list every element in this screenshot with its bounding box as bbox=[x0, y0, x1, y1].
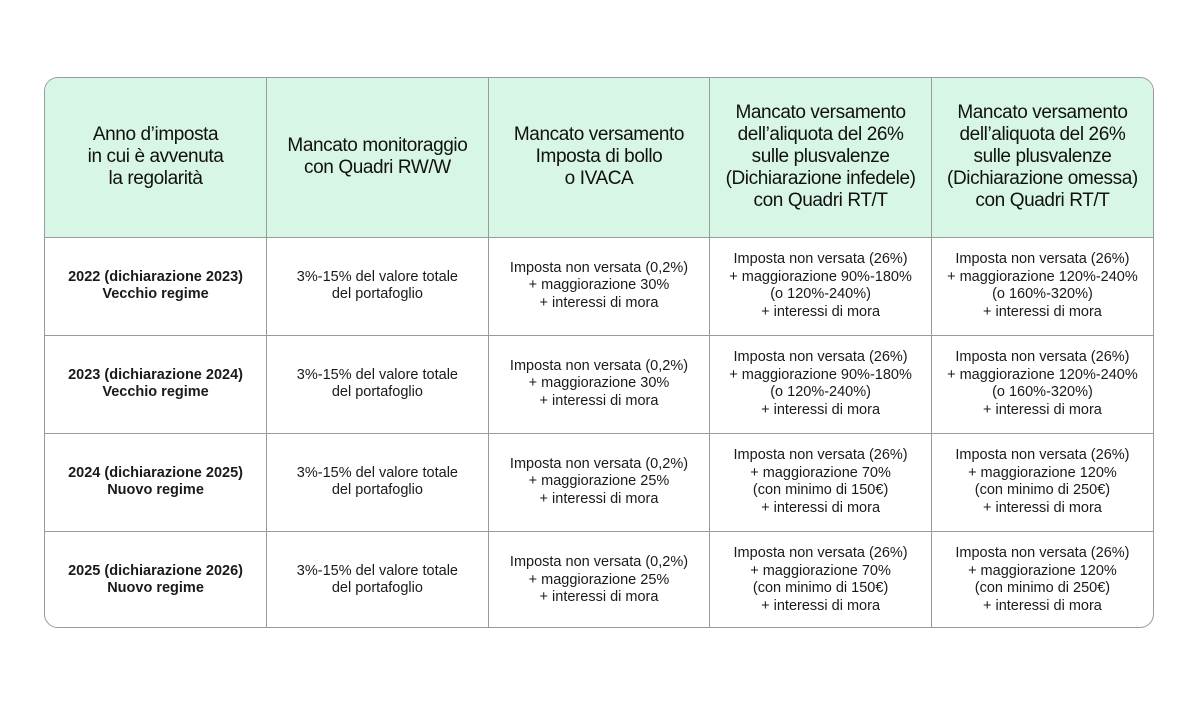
header-row bbox=[45, 78, 1153, 237]
cell-year: 2024 (dichiarazione 2025) Nuovo regime bbox=[45, 433, 267, 531]
cell-monitoraggio: 3%-15% del valore totale del portafoglio bbox=[267, 531, 489, 628]
header-monitoraggio: Mancato monitoraggio con Quadri RW/W bbox=[267, 78, 489, 237]
cell-omessa: Imposta non versata (26%) + maggiorazione 120% (con minimo di 250€) + interessi di mora bbox=[931, 531, 1153, 628]
header-dichiarazione-omessa: Mancato versamento dell’aliquota del 26% sulle plusvalenze (Dichiarazione omessa) con Quadri RT/T bbox=[931, 78, 1153, 237]
cell-year: 2025 (dichiarazione 2026) Nuovo regime bbox=[45, 531, 267, 628]
cell-bollo: Imposta non versata (0,2%) + maggiorazione 30% + interessi di mora bbox=[488, 237, 710, 335]
cell-monitoraggio: 3%-15% del valore totale del portafoglio bbox=[267, 335, 489, 433]
header-tax-year: Anno d’imposta in cui è avvenuta la regolarità bbox=[45, 78, 267, 237]
cell-infedele: Imposta non versata (26%) + maggiorazione 70% (con minimo di 150€) + interessi di mora bbox=[710, 433, 932, 531]
cell-bollo: Imposta non versata (0,2%) + maggiorazione 30% + interessi di mora bbox=[488, 335, 710, 433]
table-row bbox=[45, 531, 1153, 628]
cell-bollo: Imposta non versata (0,2%) + maggiorazione 25% + interessi di mora bbox=[488, 433, 710, 531]
header-imposta-bollo: Mancato versamento Imposta di bollo o IVACA bbox=[488, 78, 710, 237]
cell-year: 2023 (dichiarazione 2024) Vecchio regime bbox=[45, 335, 267, 433]
cell-omessa: Imposta non versata (26%) + maggiorazione 120%-240% (o 160%-320%) + interessi di mora bbox=[931, 237, 1153, 335]
cell-year: 2022 (dichiarazione 2023) Vecchio regime bbox=[45, 237, 267, 335]
table-row bbox=[45, 237, 1153, 335]
table-row bbox=[45, 335, 1153, 433]
cell-monitoraggio: 3%-15% del valore totale del portafoglio bbox=[267, 433, 489, 531]
table-row bbox=[45, 433, 1153, 531]
cell-infedele: Imposta non versata (26%) + maggiorazione 90%-180% (o 120%-240%) + interessi di mora bbox=[710, 237, 932, 335]
cell-monitoraggio: 3%-15% del valore totale del portafoglio bbox=[267, 237, 489, 335]
cell-infedele: Imposta non versata (26%) + maggiorazione 90%-180% (o 120%-240%) + interessi di mora bbox=[710, 335, 932, 433]
penalties-table-container bbox=[44, 77, 1154, 628]
cell-bollo: Imposta non versata (0,2%) + maggiorazione 25% + interessi di mora bbox=[488, 531, 710, 628]
penalties-table bbox=[45, 78, 1153, 628]
header-dichiarazione-infedele: Mancato versamento dell’aliquota del 26% sulle plusvalenze (Dichiarazione infedele) con Quadri RT/T bbox=[710, 78, 932, 237]
cell-omessa: Imposta non versata (26%) + maggiorazione 120% (con minimo di 250€) + interessi di mora bbox=[931, 433, 1153, 531]
cell-omessa: Imposta non versata (26%) + maggiorazione 120%-240% (o 160%-320%) + interessi di mora bbox=[931, 335, 1153, 433]
cell-infedele: Imposta non versata (26%) + maggiorazione 70% (con minimo di 150€) + interessi di mora bbox=[710, 531, 932, 628]
